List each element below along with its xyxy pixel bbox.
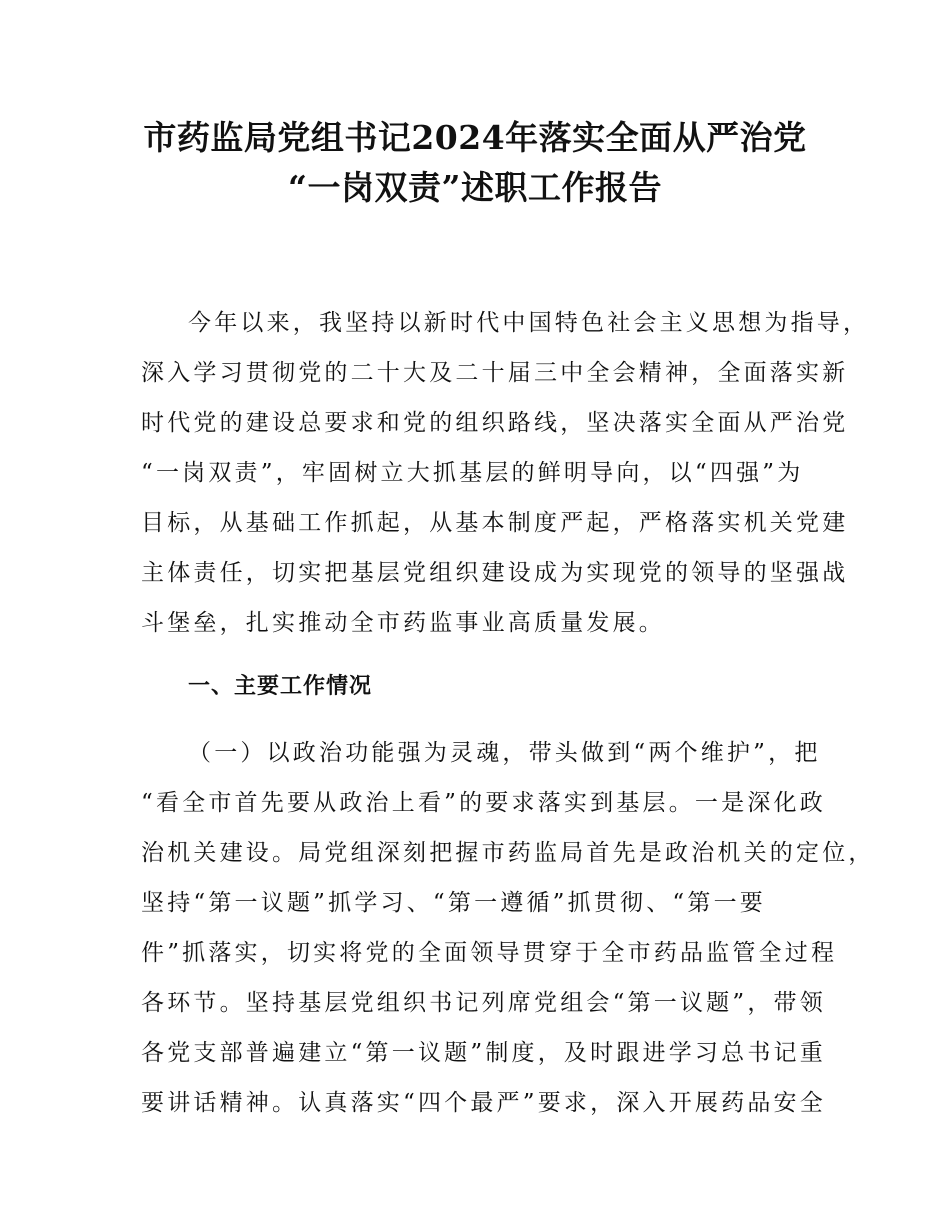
section-paragraph-line: 各党支部普遍建立“第一议题”制度，及时跟进学习总书记重 xyxy=(141,1040,826,1066)
intro-paragraph-line: 深入学习贯彻党的二十大及二十届三中全会精神，全面落实新 xyxy=(141,360,849,386)
section-paragraph-line: 各环节。坚持基层党组织书记列席党组会“第一议题”，带领 xyxy=(141,990,826,1016)
intro-paragraph-line: “一岗双责”，牢固树立大抓基层的鲜明导向，以“四强”为 xyxy=(141,460,804,486)
section-paragraph-line: 件”抓落实，切实将党的全面领导贯穿于全市药品监管全过程 xyxy=(141,940,838,966)
intro-paragraph-line: 目标，从基础工作抓起，从基本制度严起，严格落实机关党建 xyxy=(141,510,849,536)
section-paragraph-line: （一）以政治功能强为灵魂，带头做到“两个维护”，把 xyxy=(188,740,821,766)
intro-paragraph-line: 主体责任，切实把基层党组织建设成为实现党的领导的坚强战 xyxy=(141,560,849,586)
document-title-line-1: 市药监局党组书记2024年落实全面从严治党 xyxy=(143,118,807,157)
section-paragraph-line: 治机关建设。局党组深刻把握市药监局首先是政治机关的定位， xyxy=(141,840,875,866)
intro-paragraph-line: 斗堡垒，扎实推动全市药监事业高质量发展。 xyxy=(141,610,665,636)
intro-paragraph-line: 今年以来，我坚持以新时代中国特色社会主义思想为指导， xyxy=(188,310,870,336)
section-heading: 一、主要工作情况 xyxy=(188,674,373,699)
document-title-line-2: “一岗双责”述职工作报告 xyxy=(288,168,662,207)
section-paragraph-line: “看全市首先要从政治上看”的要求落实到基层。一是深化政 xyxy=(141,790,826,816)
section-paragraph-line: 要讲话精神。认真落实“四个最严”要求，深入开展药品安全 xyxy=(141,1090,826,1116)
intro-paragraph-line: 时代党的建设总要求和党的组织路线，坚决落实全面从严治党 xyxy=(141,410,849,436)
section-paragraph-line: 坚持“第一议题”抓学习、“第一遵循”抓贯彻、“第一要 xyxy=(141,890,766,916)
